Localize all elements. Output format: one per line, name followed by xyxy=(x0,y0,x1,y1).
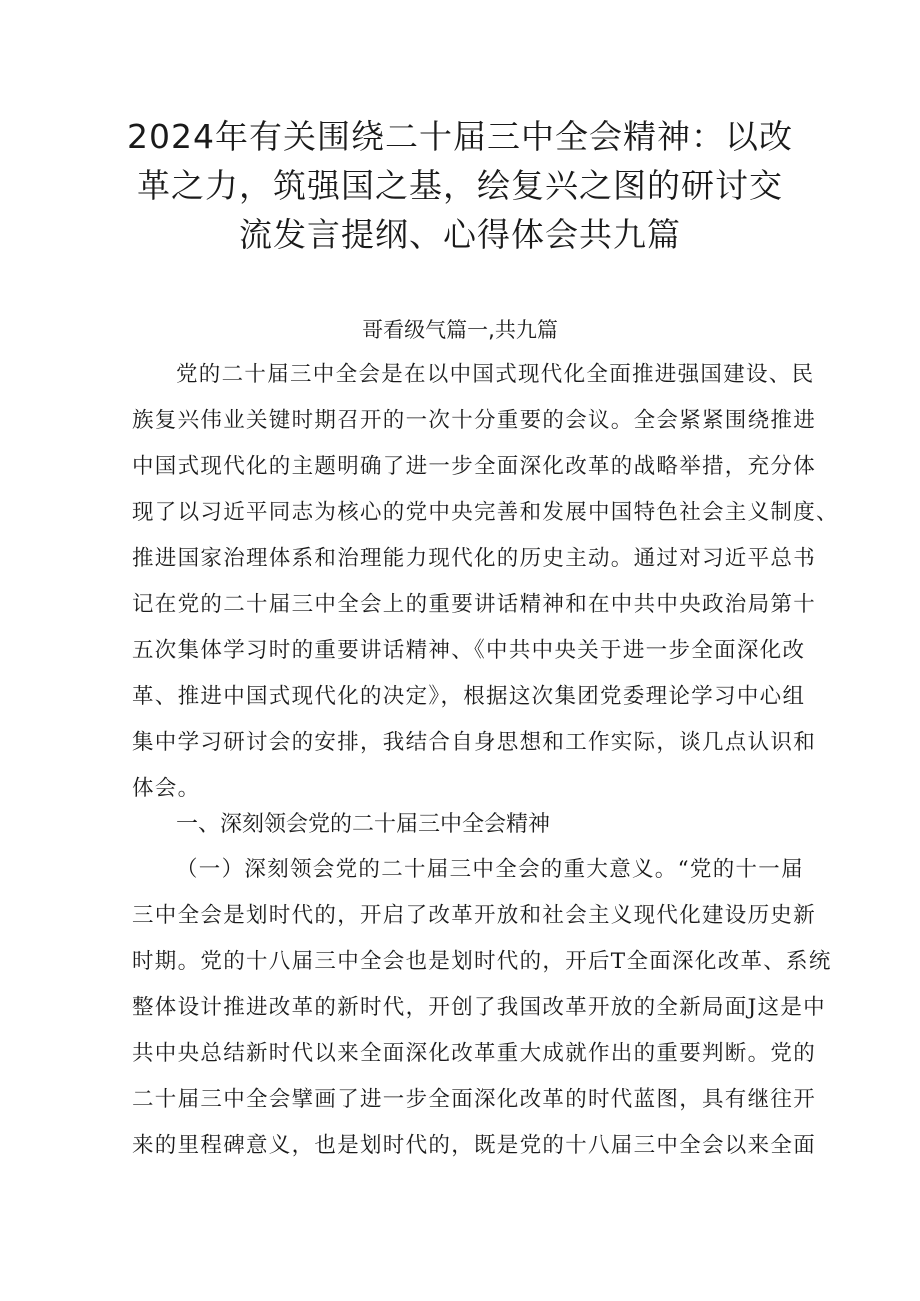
paragraph-line: 现了以习近平同志为核心的党中央完善和发展中国特色社会主义制度、 xyxy=(132,500,839,525)
paragraph-line: 集中学习研讨会的安排，我结合自身思想和工作实际，谈几点认识和 xyxy=(132,730,817,755)
paragraph-line: 来的里程碑意义，也是划时代的，既是党的十八届三中全会以来全面 xyxy=(132,1133,817,1158)
paragraph-intro xyxy=(132,352,839,812)
paragraph-line: 体会。 xyxy=(132,776,201,801)
title-line-3: 流发言提纲、心得体会共九篇 xyxy=(239,215,681,254)
paragraph-line: 五次集体学习时的重要讲话精神、《中共中央关于进一步全面深化改 xyxy=(132,638,806,663)
paragraph-line: 推进国家治理体系和治理能力现代化的历史主动。通过对习近平总书 xyxy=(132,546,817,571)
paragraph-line: 革、推进中国式现代化的决定》，根据这次集团党委理论学习中心组 xyxy=(132,684,806,709)
paragraph-line: 三中全会是划时代的，开启了改革开放和社会主义现代化建设历史新 xyxy=(132,903,817,928)
title-line-2: 革之力，筑强国之基，绘复兴之图的研讨交 xyxy=(137,166,783,205)
section-heading: 一、深刻领会党的二十届三中全会精神 xyxy=(176,812,551,837)
paragraph-significance xyxy=(132,847,832,1169)
paragraph-line: 族复兴伟业关键时期召开的一次十分重要的会议。全会紧紧围绕推进 xyxy=(132,408,817,433)
section-subtitle: 哥看级气篇一,共九篇 xyxy=(362,318,558,342)
paragraph-line: 共中央总结新时代以来全面深化改革重大成就作出的重要判断。党的 xyxy=(132,1041,817,1066)
paragraph-line: 中国式现代化的主题明确了进一步全面深化改革的战略举措，充分体 xyxy=(132,454,817,479)
paragraph-line: 党的二十届三中全会是在以中国式现代化全面推进强国建设、民 xyxy=(176,362,815,387)
paragraph-line: （一）深刻领会党的二十届三中全会的重大意义。“党的十一届 xyxy=(176,857,804,882)
paragraph-line: 整体设计推进改革的新时代，开创了我国改革开放的全新局面J这是中 xyxy=(132,995,826,1020)
paragraph-line: 时期。党的十八届三中全会也是划时代的，开后T全面深化改革、系统 xyxy=(132,949,832,974)
paragraph-line: 二十届三中全会擘画了进一步全面深化改革的时代蓝图，具有继往开 xyxy=(132,1087,817,1112)
title-line-1: 2024年有关围绕二十届三中全会精神：以改 xyxy=(127,117,793,156)
document-title xyxy=(120,112,800,259)
paragraph-line: 记在党的二十届三中全会上的重要讲话精神和在中共中央政治局第十 xyxy=(132,592,817,617)
